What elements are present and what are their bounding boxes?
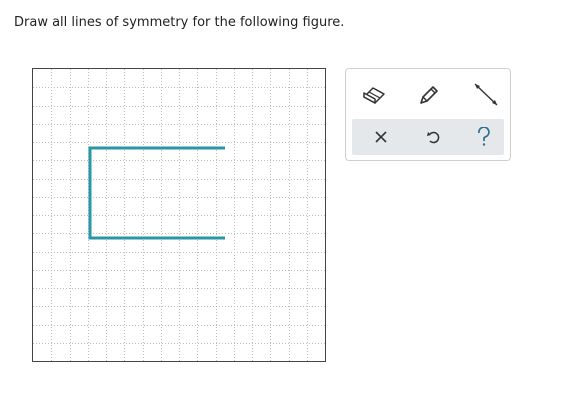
pencil-icon xyxy=(417,83,441,107)
clear-icon xyxy=(374,130,388,144)
question-prompt: Draw all lines of symmetry for the following figure. xyxy=(14,15,345,30)
action-bar xyxy=(352,119,504,155)
undo-button[interactable] xyxy=(418,123,450,151)
clear-button[interactable] xyxy=(365,123,397,151)
figure-layer xyxy=(33,69,325,361)
bracket-figure xyxy=(90,148,225,238)
line-tool-button[interactable] xyxy=(470,81,502,109)
undo-icon xyxy=(426,129,442,145)
eraser-icon xyxy=(361,85,387,105)
pencil-tool-button[interactable] xyxy=(413,81,445,109)
help-button[interactable] xyxy=(468,123,500,151)
drawing-grid-canvas[interactable] xyxy=(32,68,326,362)
help-icon xyxy=(476,127,492,147)
drawing-toolbar xyxy=(345,68,511,161)
eraser-tool-button[interactable] xyxy=(358,81,390,109)
line-tool-icon xyxy=(472,82,500,108)
